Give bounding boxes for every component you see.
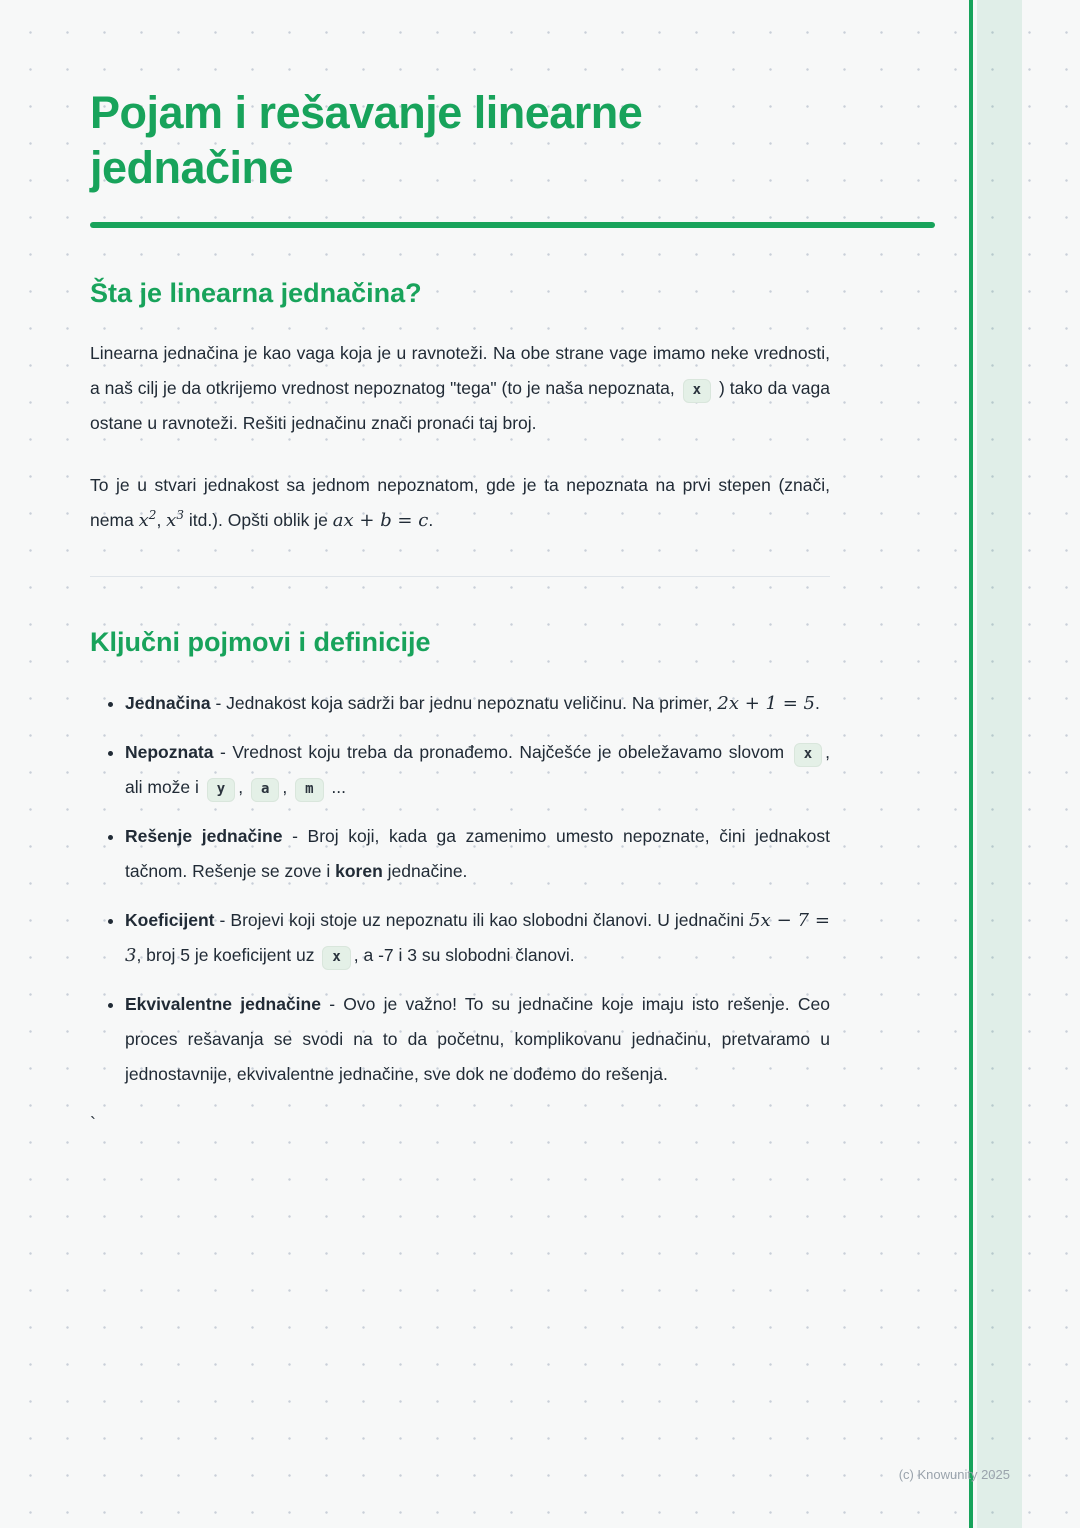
math-expression: $x^2$ [138,507,157,531]
section-divider [90,576,830,577]
list-item: • Koeficijent - Brojevi koji stoje uz nepoznatu ili kao slobodni članovi. U jednačini 5x − 7 = 3, broj 5 je koeficijent uz x , a -7 i 3 su slobodni članovi. [125,903,830,973]
paragraph-intro-1: Linearna jednačina je kao vaga koja je u ravnoteži. Na obe strane vage imamo neke vrednosti, a naš cilj je da otkrijemo vrednost nepoznatog "tega" (to je naša nepoznata, x ) tako da vaga ostane u ravnoteži. Rešiti jednačinu znači pronaći taj broj. [90,342,830,433]
term-label: Rešenje jednačine [125,825,283,846]
term-label: Koeficijent [125,909,215,930]
term-label: Nepoznata [125,741,214,762]
term-label: koren [335,860,383,881]
term-label: Jednačina [125,692,211,713]
list-item: • Ekvivalentne jednačine - Ovo je važno! To su jednačine koje imaju isto rešenje. Ceo proces rešavanja se svodi na to da početnu, komplikovanu jednačinu, pretvaramo u jednostavnije, ekvivalentne jednačine, sve dok ne dođemo do rešenja. [125,987,830,1092]
math-expression: 2x + 1 = 5 [717,692,815,714]
inline-code-chip: x [322,946,350,971]
paragraph-intro-2: To je u stvari jednakost sa jednom nepoznatom, gde je ta nepoznata na prvi stepen (znači, nema $x^2$, $x^3$ itd.). Opšti oblik je ax + b = c. [90,474,830,531]
page-title: Pojam i rešavanje linearne jednačine [90,87,643,193]
document-content [90,0,830,1135]
right-accent-line [969,0,973,1528]
inline-code-chip: x [683,379,711,404]
section-heading-terms: Ključni pojmovi i definicije [90,626,431,657]
math-expression: 5x − 7 = 3 [125,909,831,966]
inline-code-chip: m [295,778,323,803]
inline-code-chip: a [251,778,279,803]
math-expression: ax + b = c [332,509,429,531]
inline-code-chip: x [794,743,822,768]
title-underline-rule [90,222,935,228]
term-label: Ekvivalentne jednačine [125,993,321,1014]
copyright-text: (c) Knowunity 2025 [898,1467,1010,1482]
inline-code-chip: y [207,778,235,803]
math-expression: $x^3$ [166,507,184,531]
definitions-list [90,686,830,1092]
list-item: • Jednačina - Jednakost koja sadrži bar jednu nepoznatu veličinu. Na primer, 2x + 1 = 5. [125,686,830,721]
list-item: • Nepoznata - Vrednost koju treba da pronađemo. Najčešće je obeležavamo slovom x , ali može i y , a , m ... [125,735,830,805]
list-item: • Rešenje jednačine - Broj koji, kada ga zamenimo umesto nepoznate, čini jednakost tačnom. Rešenje se zove i koren jednačine. [125,819,830,889]
right-accent-band [977,0,1022,1528]
section-heading-intro: Šta je linearna jednačina? [90,277,422,308]
stray-backtick-character: ` [90,1113,96,1134]
